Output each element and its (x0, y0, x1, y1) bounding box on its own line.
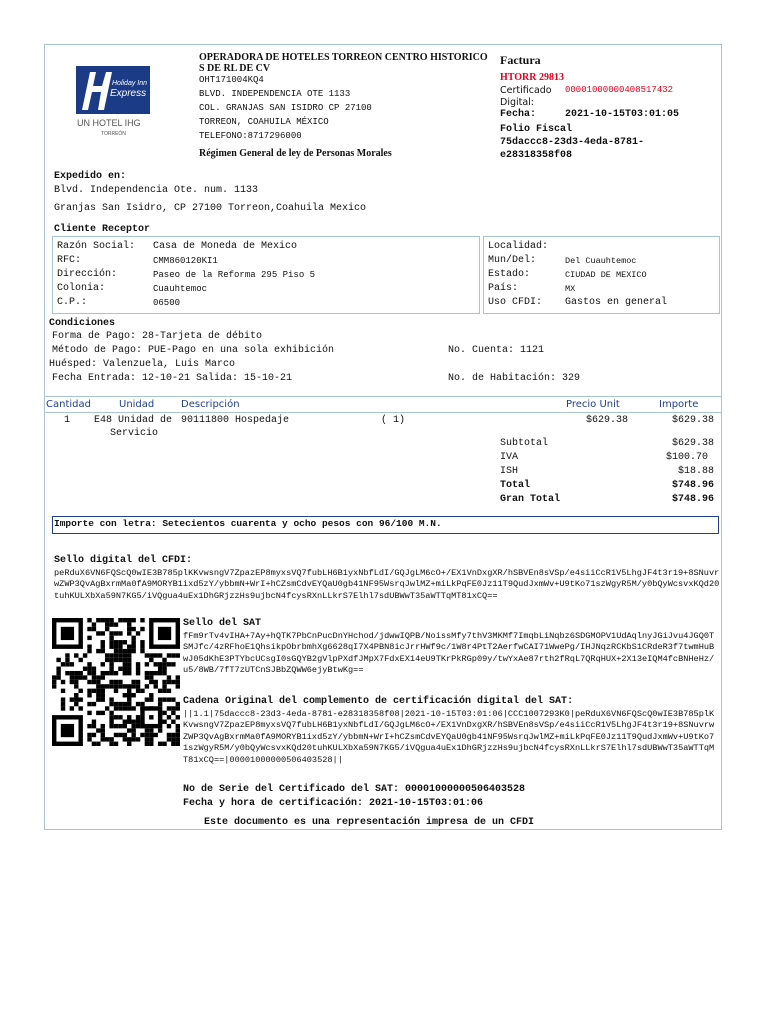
row-unit: E48 Unidad de (94, 415, 173, 426)
importe-letra-box (52, 516, 719, 534)
cert-value: 00001000000408517432 (565, 85, 674, 95)
razon-value: Casa de Moneda de Mexico (153, 241, 298, 252)
cadena-label: Cadena Original del complemento de certificación digital del SAT: (183, 696, 574, 707)
row-desc: 90111800 Hospedaje (181, 415, 290, 426)
gran-total-label: Gran Total (500, 494, 561, 505)
pais-value: MX (565, 284, 576, 294)
no-cuenta: No. Cuenta: 1121 (448, 345, 545, 356)
row-unit-2: Servicio (110, 428, 159, 439)
dir-value: Paseo de la Reforma 295 Piso 5 (153, 270, 316, 280)
condiciones-label: Condiciones (49, 318, 116, 329)
issuer-regime: Régimen General de ley de Personas Morales (199, 148, 392, 159)
issuer-rfc: OHT171004KQ4 (199, 75, 264, 85)
logo-brand-top: Holiday Inn (112, 80, 148, 87)
col-label: Colonia: (57, 283, 106, 294)
col-precio: Precio Unit (566, 399, 620, 410)
issuer-address-3: TORREON, COAHUILA MÉXICO (199, 117, 329, 127)
col-unidad: Unidad (119, 399, 155, 410)
cliente-label: Cliente Receptor (54, 224, 151, 235)
logo-city: TORREÓN (101, 131, 126, 137)
mun-label: Mun/Del: (488, 255, 537, 266)
row-qty: 1 (64, 415, 71, 426)
col-value: Cuauhtemoc (153, 284, 208, 294)
metodo-pago: Método de Pago: PUE-Pago en una sola exhibición (52, 345, 335, 356)
invoice-title: Factura (500, 53, 541, 67)
sello-cfdi-text: peRduX6VN6FQScQ0wIE3B785plKKvwsngV7ZpazEP8myxsVQ7fubLH6B1yxNbfLdI/GQJgLM6cO+/EX1VnDxgXR/hSBVEn8sVSp/e4siiCcR1V5LhgJF4t3r19+8SNuvrwZWP3QvAgBxrmMa0fA9MORYB1ixd5zY/ybbmN+WrI+hCZsmCdvEYQaU0gb41NF95WsrqJwlMZ+miLkPqFE0Jz11T9QudJxmWv+U9tKo71szWgyR5M/y0bQyWcsvxKQd20tuhKULXbXa59N7KG5/iVQgua4uEx1DhGRjzzHs9ujbcN4fcysRXnLLkrS7Elhl7sdUBWwT35aWTTqMT81xCQ== (54, 568, 720, 601)
row-paren: ( 1) (381, 415, 406, 426)
sello-cfdi-label: Sello digital del CFDI: (54, 555, 193, 566)
subtotal-label: Subtotal (500, 438, 549, 449)
expedido-line-2: Granjas San Isidro, CP 27100 Torreon,Coahuila Mexico (54, 203, 367, 214)
logo-brand-bottom: Express (110, 88, 147, 99)
issuer-address-2: COL. GRANJAS SAN ISIDRO CP 27100 (199, 103, 372, 113)
mun-value: Del Cuauhtemoc (565, 256, 637, 266)
folio-fiscal-1: 75daccc8-23d3-4eda-8781- (500, 137, 645, 148)
cp-label: C.P.: (57, 297, 88, 308)
table-header-rule (44, 412, 722, 413)
footer-note: Este documento es una representación impresa de un CFDI (204, 817, 535, 828)
cert-label-2: Digital: (500, 97, 535, 108)
estado-value: CIUDAD DE MEXICO (565, 270, 647, 280)
folio-fiscal-label: Folio Fiscal (500, 124, 573, 135)
date-value: 2021-10-15T03:01:05 (565, 109, 680, 120)
total-label: Total (500, 480, 531, 491)
iva-value: $100.70 (666, 452, 709, 463)
issuer-name-2: S DE RL DE CV (199, 63, 271, 74)
col-descripcion: Descripción (181, 399, 240, 410)
hotel-logo (76, 66, 150, 114)
ish-label: ISH (500, 466, 519, 477)
issuer-address-1: BLVD. INDEPENDENCIA OTE 1133 (199, 89, 351, 99)
subtotal-value: $629.38 (672, 438, 715, 449)
localidad-label: Localidad: (488, 241, 549, 252)
gran-total-value: $748.96 (672, 494, 715, 505)
estado-label: Estado: (488, 269, 531, 280)
sello-sat-text: fFm9rTv4vIHA+7Ay+hQTK7PbCnPucDnYHchod/jdwwIQPB/NoissMfy7thV3MKMf7ImqbLiNqbz6SDGMOPV1UdAqlnyJGiJvu4JGQ0TSMJfc/4zRFhoE1QhsikpObrbmhXg6628qI7X4PBN8icJrrHWf9c/1W8r4PtT2AerfwCAI71WwePg/IHJNqzRCKbS1CRdeR3f7twmHuBwJ05dKhE3PTYbcUCsgI0sGQYB2gVlpPXdfJMpX7FdxEX14eU9TKrPkRGp09y/twYxAe87rth2fRqL7QRqHUX+2X13eIQM4fcBNHeHz/u5/8WB/7fT7zUTCnSJBbZQWW6ejyBtwKg== (183, 631, 715, 676)
sello-sat-label: Sello del SAT (183, 618, 262, 629)
cert-label: Certificado (500, 85, 552, 96)
row-price: $629.38 (586, 415, 629, 426)
folio-fiscal-2: e28318358f08 (500, 150, 573, 161)
issuer-phone: TELEFONO:8717296000 (199, 131, 302, 141)
row-amount: $629.38 (672, 415, 715, 426)
invoice-folio-code: HTORR 29813 (500, 72, 564, 83)
uso-value: Gastos en general (565, 297, 668, 308)
fecha-certificacion: Fecha y hora de certificación: 2021-10-15T03:01:06 (183, 798, 484, 809)
importe-letra: Importe con letra: Setecientos cuarenta y ocho pesos con 96/100 M.N. (54, 518, 442, 529)
date-label: Fecha: (500, 109, 537, 120)
logo-subtitle: UN HOTEL IHG (77, 118, 141, 128)
serie-sat: No de Serie del Certificado del SAT: 00001000000506403528 (183, 784, 526, 795)
rfc-label: RFC: (57, 255, 82, 266)
no-habitacion: No. de Habitación: 329 (448, 373, 581, 384)
col-importe: Importe (659, 399, 699, 410)
forma-pago: Forma de Pago: 28-Tarjeta de débito (52, 331, 263, 342)
qr-code-icon (52, 618, 180, 746)
uso-label: Uso CFDI: (488, 297, 543, 308)
table-top-rule (44, 396, 722, 397)
cp-value: 06500 (153, 298, 181, 308)
expedido-label: Expedido en: (54, 171, 127, 182)
cadena-text: ||1.1|75daccc8-23d3-4eda-8781-e28318358f08|2021-10-15T03:01:06|CCC1007293K0|peRduX6VN6FQScQ0wIE3B785plKKvwsngV7ZpazEP8myxsVQ7fubLH6B1yxNbfLdI/GQJgLM6cO+/EX1VnDxgXR/hSBVEn8sVSp/e4siiCcR1V5LhgJF4t3r19+8SNuvrwZWP3QvAgBxrmMa0fA9MORYB1ixd5zY/ybbmN+WrI+hCZsmCdvEYQaU0gb41NF95WsrqJwlMZ+miLkPqFE0Jz11T9QudJxmWv+U9tKo71szWgyR5M/y0bQyWcsvxKQd20tuhKULXbXa59N7KG5/iVQgua4uEx1DhGRjzzHs9ujbcN4fcysRXnLLkrS7Elhl7sdUBWwT35aWTTqMT81xCQ==|00001000000506403528|| (183, 709, 715, 765)
razon-label: Razón Social: (57, 241, 136, 252)
iva-label: IVA (500, 452, 519, 463)
pais-label: País: (488, 283, 519, 294)
huesped: Huésped: Valenzuela, Luis Marco (49, 359, 236, 370)
rfc-value: CMM860120KI1 (153, 256, 218, 266)
dir-label: Dirección: (57, 269, 118, 280)
expedido-line-1: Blvd. Independencia Ote. num. 1133 (54, 185, 259, 196)
col-cantidad: Cantidad (46, 399, 91, 410)
ish-value: $18.88 (678, 466, 715, 477)
total-value: $748.96 (672, 480, 715, 491)
issuer-name-1: OPERADORA DE HOTELES TORREON CENTRO HISTORICO (199, 52, 488, 63)
fechas-estancia: Fecha Entrada: 12-10-21 Salida: 15-10-21 (52, 373, 293, 384)
